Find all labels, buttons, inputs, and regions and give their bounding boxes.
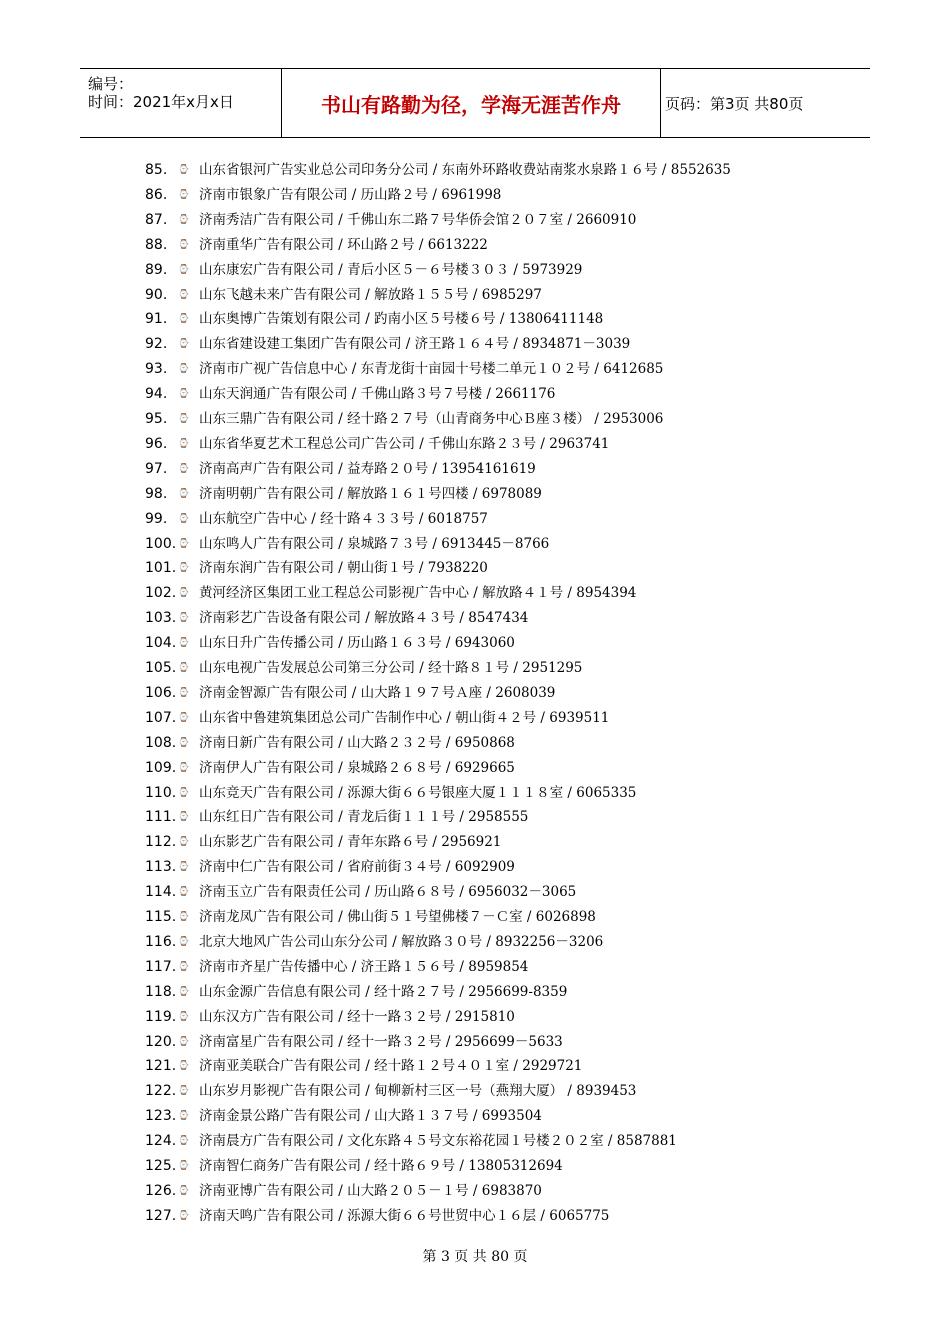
company-entry-text: 济南市银象广告有限公司 / 历山路２号 / 6961998 <box>199 186 502 203</box>
company-entry-text: 山东鸣人广告有限公司 / 泉城路７３号 / 6913445－8766 <box>199 535 550 552</box>
item-number: 95. <box>145 411 168 427</box>
document-code-label: 编号： <box>88 75 134 93</box>
clock-bullet-icon: ⌚ <box>178 264 190 275</box>
clock-bullet-icon: ⌚ <box>178 837 190 848</box>
item-number: 125. <box>145 1158 177 1174</box>
page-header <box>80 68 870 138</box>
clock-bullet-icon: ⌚ <box>178 1136 190 1147</box>
item-number: 93. <box>145 361 168 378</box>
item-number: 90. <box>145 286 168 303</box>
item-number: 96. <box>145 435 168 452</box>
item-number: 105. <box>145 660 177 676</box>
motto-text: 书山有路勤为径，学海无涯苦作舟 <box>321 92 621 117</box>
company-entry-text: 山东省银河广告实业总公司印务分公司 / 东南外环路收费站南浆水泉路１６号 / 8552635 <box>199 162 731 178</box>
item-number: 99. <box>145 510 168 527</box>
item-number: 88. <box>145 236 168 253</box>
item-number: 98. <box>145 485 168 502</box>
clock-bullet-icon: ⌚ <box>178 239 190 250</box>
item-number: 100. <box>145 535 177 552</box>
item-number: 112. <box>145 834 177 851</box>
clock-bullet-icon: ⌚ <box>178 1210 190 1221</box>
clock-bullet-icon: ⌚ <box>178 613 190 624</box>
clock-bullet-icon: ⌚ <box>178 862 190 873</box>
clock-bullet-icon: ⌚ <box>178 588 190 599</box>
item-number: 109. <box>145 759 177 776</box>
item-number: 86. <box>145 186 168 203</box>
company-entry-text: 济南金智源广告有限公司 / 山大路１９７号Ａ座 / 2608039 <box>199 684 556 701</box>
company-entry-text: 济南智仁商务广告有限公司 / 经十路６９号 / 13805312694 <box>199 1158 563 1174</box>
clock-bullet-icon: ⌚ <box>178 638 190 649</box>
clock-bullet-icon: ⌚ <box>178 389 190 400</box>
company-entry-text: 山东日升广告传播公司 / 历山路１６３号 / 6943060 <box>199 635 515 652</box>
company-entry-text: 济南亚博广告有限公司 / 山大路２０５－１号 / 6983870 <box>199 1182 542 1199</box>
clock-bullet-icon: ⌚ <box>178 339 190 350</box>
item-number: 114. <box>145 884 177 901</box>
item-number: 87. <box>145 211 168 228</box>
company-entry-text: 济南日新广告有限公司 / 山大路２３２号 / 6950868 <box>199 734 515 751</box>
header-page-cell <box>660 69 875 137</box>
clock-bullet-icon: ⌚ <box>178 1086 190 1097</box>
clock-bullet-icon: ⌚ <box>178 737 190 748</box>
clock-bullet-icon: ⌚ <box>178 1185 190 1196</box>
clock-bullet-icon: ⌚ <box>178 787 190 798</box>
item-number: 89. <box>145 261 168 278</box>
company-entry-text: 济南金景公路广告有限公司 / 山大路１３７号 / 6993504 <box>199 1108 542 1125</box>
clock-bullet-icon: ⌚ <box>178 214 190 225</box>
item-number: 121. <box>145 1058 177 1075</box>
clock-bullet-icon: ⌚ <box>178 438 190 449</box>
company-entry-text: 济南伊人广告有限公司 / 泉城路２６８号 / 6929665 <box>199 759 515 776</box>
clock-bullet-icon: ⌚ <box>178 912 190 922</box>
company-entry-text: 山东天润通广告有限公司 / 千佛山路３号７号楼 / 2661176 <box>199 386 556 403</box>
item-number: 127. <box>145 1207 177 1224</box>
clock-bullet-icon: ⌚ <box>178 165 190 175</box>
company-entry-text: 济南富星广告有限公司 / 经十一路３２号 / 2956699－5633 <box>199 1033 563 1050</box>
company-entry-text: 山东奥博广告策划有限公司 / 趵南小区５号楼６号 / 13806411148 <box>199 311 604 328</box>
clock-bullet-icon: ⌚ <box>178 687 190 698</box>
item-number: 113. <box>145 859 177 876</box>
clock-bullet-icon: ⌚ <box>178 414 190 424</box>
item-number: 107. <box>145 709 177 726</box>
item-number: 122. <box>145 1083 177 1100</box>
company-entry-text: 济南龙凤广告有限公司 / 佛山街５１号望佛楼７－Ｃ室 / 6026898 <box>199 909 596 925</box>
item-number: 110. <box>145 784 177 801</box>
clock-bullet-icon: ⌚ <box>178 1161 190 1171</box>
item-number: 118. <box>145 983 177 1000</box>
clock-bullet-icon: ⌚ <box>178 1111 190 1122</box>
clock-bullet-icon: ⌚ <box>178 314 190 325</box>
item-number: 117. <box>145 958 177 975</box>
company-entry-text: 山东金源广告信息有限公司 / 经十路２７号 / 2956699-8359 <box>199 983 568 1000</box>
company-entry-text: 济南高声广告有限公司 / 益寿路２０号 / 13954161619 <box>199 460 536 477</box>
company-entry-text: 济南市广视广告信息中心 / 东青龙街十亩园十号楼二单元１０２号 / 6412685 <box>199 361 664 378</box>
company-entry-text: 黄河经济区集团工业工程总公司影视广告中心 / 解放路４１号 / 8954394 <box>199 585 637 602</box>
item-number: 106. <box>145 684 177 701</box>
item-number: 94. <box>145 386 168 403</box>
company-entry-text: 济南秀洁广告有限公司 / 千佛山东二路７号华侨会馆２０７室 / 2660910 <box>199 211 637 228</box>
clock-bullet-icon: ⌚ <box>178 1036 190 1047</box>
clock-bullet-icon: ⌚ <box>178 189 190 200</box>
clock-bullet-icon: ⌚ <box>178 1061 190 1072</box>
company-entry-text: 山东电视广告发展总公司第三分公司 / 经十路８１号 / 2951295 <box>199 660 583 676</box>
item-number: 124. <box>145 1133 177 1150</box>
item-number: 102. <box>145 585 177 602</box>
clock-bullet-icon: ⌚ <box>178 663 190 673</box>
company-entry-text: 山东三鼎广告有限公司 / 经十路２７号（山青商务中心Ｂ座３楼） / 2953006 <box>199 411 664 427</box>
clock-bullet-icon: ⌚ <box>178 812 190 823</box>
company-entry-text: 济南晨方广告有限公司 / 文化东路４５号文东裕花园１号楼２０２室 / 8587881 <box>199 1133 677 1150</box>
company-entry-text: 山东康宏广告有限公司 / 青后小区５－６号楼３０３ / 5973929 <box>199 261 583 278</box>
item-number: 123. <box>145 1108 177 1125</box>
document-date: 时间：2021年x月x日 <box>88 93 234 111</box>
item-number: 92. <box>145 336 168 353</box>
clock-bullet-icon: ⌚ <box>178 563 190 574</box>
company-entry-text: 山东影艺广告有限公司 / 青年东路６号 / 2956921 <box>199 834 502 851</box>
clock-bullet-icon: ⌚ <box>178 513 190 524</box>
clock-bullet-icon: ⌚ <box>178 364 190 375</box>
item-number: 104. <box>145 635 177 652</box>
company-entry-text: 济南重华广告有限公司 / 环山路２号 / 6613222 <box>199 236 488 253</box>
clock-bullet-icon: ⌚ <box>178 712 190 723</box>
company-entry-text: 济南中仁广告有限公司 / 省府前街３４号 / 6092909 <box>199 859 515 876</box>
company-entry-text: 山东省中鲁建筑集团总公司广告制作中心 / 朝山街４２号 / 6939511 <box>199 709 610 726</box>
item-number: 108. <box>145 734 177 751</box>
header-info-cell <box>80 69 280 137</box>
clock-bullet-icon: ⌚ <box>178 488 190 499</box>
clock-bullet-icon: ⌚ <box>178 986 190 997</box>
clock-bullet-icon: ⌚ <box>178 762 190 773</box>
page-footer: 第 3 页 共 80 页 <box>422 1249 528 1265</box>
clock-bullet-icon: ⌚ <box>178 538 190 549</box>
company-entry-text: 济南明朝广告有限公司 / 解放路１６１号四楼 / 6978089 <box>199 485 542 502</box>
clock-bullet-icon: ⌚ <box>178 1011 190 1022</box>
company-entry-text: 山东红日广告有限公司 / 青龙后街１１１号 / 2958555 <box>199 809 529 826</box>
item-number: 126. <box>145 1182 177 1199</box>
item-number: 103. <box>145 610 177 627</box>
company-entry-text: 山东飞越未来广告有限公司 / 解放路１５５号 / 6985297 <box>199 286 542 303</box>
clock-bullet-icon: ⌚ <box>178 961 190 972</box>
clock-bullet-icon: ⌚ <box>178 887 190 898</box>
company-entry-text: 山东省建设建工集团广告有限公司 / 济王路１６４号 / 8934871－3039 <box>199 336 631 353</box>
company-entry-text: 山东航空广告中心 / 经十路４３３号 / 6018757 <box>199 510 488 527</box>
header-motto-cell <box>281 69 661 137</box>
company-entry-text: 济南亚美联合广告有限公司 / 经十路１２号４０１室 / 2929721 <box>199 1058 583 1075</box>
page-number-info: 页码：第3页 共80页 <box>665 94 804 113</box>
company-entry-text: 山东岁月影视广告有限公司 / 甸柳新村三区一号（燕翔大厦） / 8939453 <box>199 1083 637 1100</box>
clock-bullet-icon: ⌚ <box>178 936 190 947</box>
item-number: 111. <box>145 809 177 826</box>
company-entry-text: 济南彩艺广告设备有限公司 / 解放路４３号 / 8547434 <box>199 610 529 627</box>
company-entry-text: 山东竞天广告有限公司 / 泺源大街６６号银座大厦１１１８室 / 6065335 <box>199 784 637 801</box>
item-number: 119. <box>145 1008 177 1025</box>
company-entry-text: 北京大地风广告公司山东分公司 / 解放路３０号 / 8932256－3206 <box>199 933 604 950</box>
company-entry-text: 济南东润广告有限公司 / 朝山街１号 / 7938220 <box>199 560 488 577</box>
clock-bullet-icon: ⌚ <box>178 463 190 474</box>
company-entry-text: 山东省华夏艺术工程总公司广告公司 / 千佛山东路２３号 / 2963741 <box>199 435 610 452</box>
item-number: 101. <box>145 560 177 577</box>
company-entry-text: 济南玉立广告有限责任公司 / 历山路６８号 / 6956032－3065 <box>199 884 577 901</box>
item-number: 116. <box>145 933 177 950</box>
item-number: 85. <box>145 162 168 178</box>
company-entry-text: 山东汉方广告有限公司 / 经十一路３２号 / 2915810 <box>199 1008 515 1025</box>
company-entry-text: 济南市齐星广告传播中心 / 济王路１５６号 / 8959854 <box>199 958 529 975</box>
item-number: 120. <box>145 1033 177 1050</box>
item-number: 91. <box>145 311 168 328</box>
item-number: 115. <box>145 909 177 925</box>
item-number: 97. <box>145 460 168 477</box>
clock-bullet-icon: ⌚ <box>178 289 190 300</box>
company-entry-text: 济南天鸣广告有限公司 / 泺源大街６６号世贸中心１６层 / 6065775 <box>199 1207 610 1224</box>
